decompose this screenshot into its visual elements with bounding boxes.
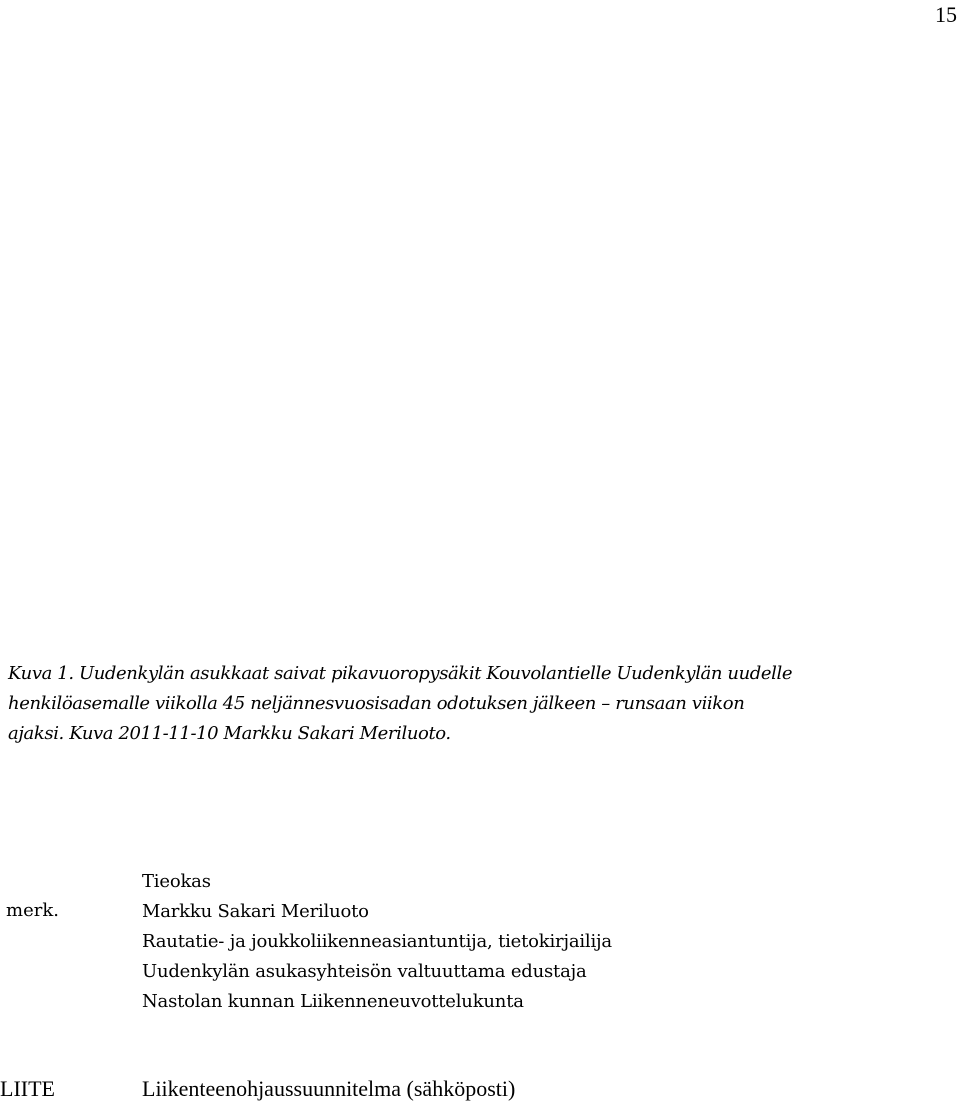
attachment-label: LIITE [0,1076,55,1101]
caption-line: ajaksi. Kuva 2011-11-10 Markku Sakari Meriluoto. [8,723,451,744]
signature-name: Markku Sakari Meriluoto [142,901,369,922]
signature-label: merk. [6,900,59,921]
caption-line: Kuva 1. Uudenkylän asukkaat saivat pikavuoropysäkit Kouvolantielle Uudenkylän uudelle [8,663,793,684]
signature-line: Uudenkylän asukasyhteisön valtuuttama edustaja [142,961,587,982]
attachment-text: Liikenteenohjaussuunnitelma (sähköposti) [142,1076,516,1101]
signature-line: Tieokas [142,871,211,892]
signature-line: Rautatie- ja joukkoliikenneasiantuntija, tietokirjailija [142,931,612,952]
signature-line: Nastolan kunnan Liikenneneuvottelukunta [142,991,524,1012]
signature-lines [142,867,612,1017]
figure-caption [8,659,952,749]
caption-line: henkilöasemalle viikolla 45 neljännesvuosisadan odotuksen jälkeen – runsaan viikon [8,693,745,714]
page-number: 15 [935,2,957,27]
